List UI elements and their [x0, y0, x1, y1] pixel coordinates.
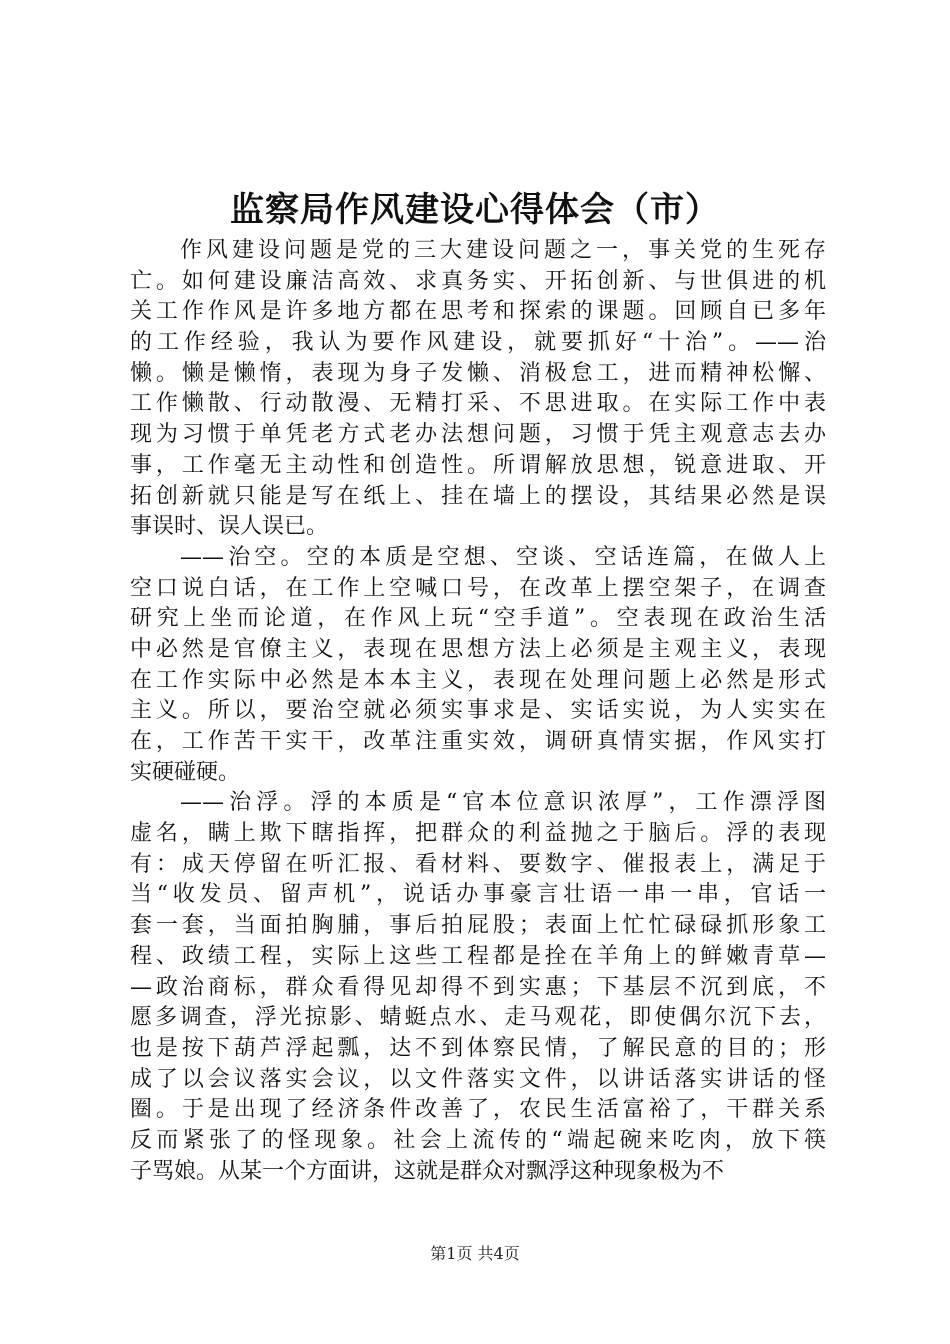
paragraph-line: —政治商标，群众看得见却得不到实惠；下基层不沉到底，不 [130, 974, 826, 1000]
paragraph-line: 在，工作苦干实干，改革注重实效，调研真情实据，作风实打 [130, 729, 826, 754]
page-footer: 第1页 共4页 [430, 1244, 520, 1263]
paragraph-line: 亡。如何建设廉洁高效、求真务实、开拓创新、与世俱进的机 [130, 268, 826, 294]
paragraph-line: 现为习惯于单凭老方式老办法想问题，习惯于凭主观意志去办 [130, 422, 826, 448]
paragraph-line: 懒。懒是懒惰，表现为身子发懒、消极怠工，进而精神松懈、 [130, 360, 826, 386]
paragraph-line: 圈。于是出现了经济条件改善了，农民生活富裕了，干群关系 [130, 1097, 826, 1123]
paragraph-line: 拓创新就只能是写在纸上、挂在墙上的摆设，其结果必然是误 [130, 483, 826, 509]
paragraph-line: 虚名，瞒上欺下瞎指挥，把群众的利益抛之于脑后。浮的表现 [130, 821, 826, 847]
paragraph-line: 事误时、误人误已。 [130, 514, 329, 540]
paragraph-line: ——治空。空的本质是空想、空谈、空话连篇，在做人上 [180, 544, 826, 570]
paragraph-line: 实硬碰硬。 [130, 759, 241, 785]
paragraph-line: 愿多调查，浮光掠影、蜻蜓点水、走马观花，即使偶尔沉下去， [130, 1005, 826, 1031]
paragraph-line: 反而紧张了的怪现象。社会上流传的“端起碗来吃肉，放下筷 [130, 1127, 826, 1153]
paragraph-line: 子骂娘。从某一个方面讲，这就是群众对飘浮这种现象极为不 [130, 1158, 725, 1184]
paragraph [130, 543, 826, 789]
paragraph-line: 成了以会议落实会议，以文件落实文件，以讲话落实讲话的怪 [130, 1066, 826, 1092]
document-body [130, 236, 826, 1187]
paragraph [130, 788, 826, 1187]
paragraph-line: 在工作实际中必然是本本主义，表现在处理问题上必然是形式 [130, 667, 826, 693]
paragraph-line: 程、政绩工程，实际上这些工程都是拴在羊角上的鲜嫩青草— [130, 943, 826, 969]
paragraph-line: 套一套，当面拍胸脯，事后拍屁股；表面上忙忙碌碌抓形象工 [130, 913, 826, 939]
paragraph-line: 关工作作风是许多地方都在思考和探索的课题。回顾自已多年 [130, 299, 826, 325]
paragraph-line: 工作懒散、行动散漫、无精打采、不思进取。在实际工作中表 [130, 391, 826, 417]
paragraph-line: 研究上坐而论道，在作风上玩“空手道”。空表现在政治生活 [130, 606, 826, 632]
paragraph-line: 主义。所以，要治空就必须实事求是、实话实说，为人实实在 [130, 698, 826, 724]
paragraph-line: 的工作经验，我认为要作风建设，就要抓好“十治”。——治 [130, 330, 826, 356]
paragraph-line: ——治浮。浮的本质是“官本位意识浓厚”，工作漂浮图 [180, 790, 826, 816]
paragraph-line: 事，工作毫无主动性和创造性。所谓解放思想，锐意进取、开 [130, 452, 826, 478]
paragraph-line: 有：成天停留在听汇报、看材料、要数字、催报表上，满足于 [130, 851, 826, 877]
document-title: 监察局作风建设心得体会（市） [230, 190, 720, 230]
paragraph-line: 空口说白话，在工作上空喊口号，在改革上摆空架子，在调查 [130, 575, 826, 601]
paragraph [130, 236, 826, 543]
paragraph-line: 中必然是官僚主义，表现在思想方法上必须是主观主义，表现 [130, 636, 826, 662]
paragraph-line: 当“收发员、留声机”，说话办事豪言壮语一串一串，官话一 [130, 882, 826, 908]
paragraph-line: 作风建设问题是党的三大建设问题之一，事关党的生死存 [180, 238, 826, 263]
paragraph-line: 也是按下葫芦浮起瓢，达不到体察民情，了解民意的目的；形 [130, 1035, 826, 1061]
